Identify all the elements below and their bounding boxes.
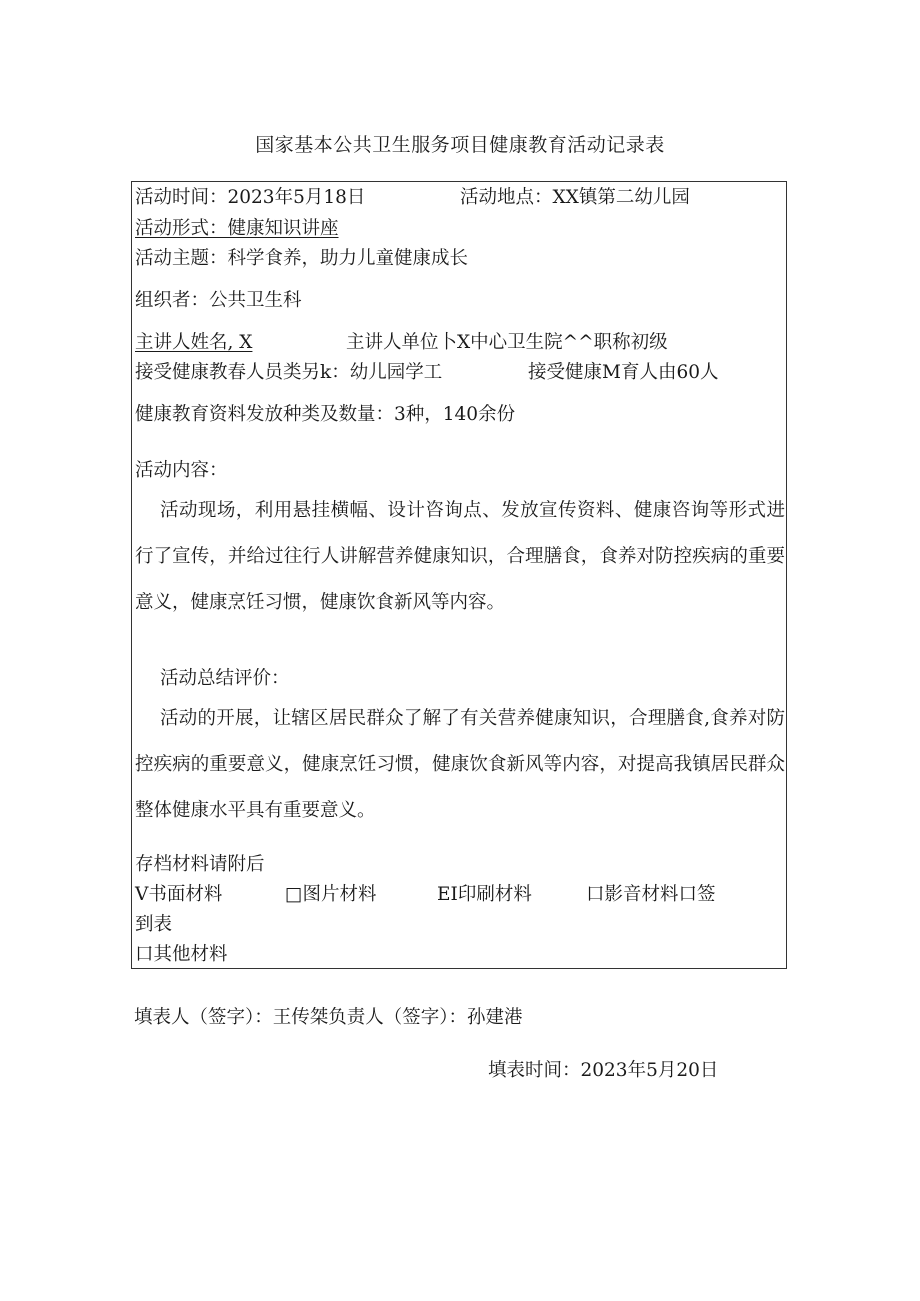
archive-option-av-sign: 口影音材料口签 (586, 884, 716, 905)
activity-theme: 活动主题：科学食养，助力儿童健康成长 (135, 248, 469, 269)
archive-option-print: EI印刷材料 (437, 884, 532, 905)
archive-option-sign-cont: 到表 (135, 914, 173, 935)
signers-line: 填表人（签字）：王传桀负责人（签字）：孙建港 (134, 1007, 523, 1028)
archive-option-other: 口其他材料 (135, 944, 228, 965)
activity-organizer: 组织者：公共卫生科 (135, 290, 302, 311)
archive-label: 存档材料请附后 (135, 854, 265, 875)
archive-option-photo: □图片材料 (285, 884, 377, 905)
speaker-unit-title: 主讲人单位卜X中心卫生院^^职称初级 (346, 332, 668, 353)
audience-count: 接受健康M育人由60人 (528, 362, 719, 383)
summary-text: 活动的开展，让辖区居民群众了解了有关营养健康知识，合理膳食,食养对防控疾病的重要意义，健康烹饪习惯，健康饮食新风等内容，对提高我镇居民群众整体健康水平具有重要意义。 (135, 708, 785, 821)
speaker-name: 主讲人姓名, X (135, 332, 253, 353)
materials-count: 健康教育资料发放种类及数量：3种，140余份 (135, 404, 516, 425)
audience-type: 接受健康教春人员类另k：幼儿园学工 (135, 362, 443, 383)
activity-location: 活动地点：XX镇第二幼儿园 (460, 187, 690, 208)
activity-format: 活动形式：健康知识讲座 (135, 218, 339, 239)
summary-label: 活动总结评价： (160, 668, 290, 689)
activity-time: 活动时间：2023年5月18日 (135, 187, 366, 208)
archive-option-written: V书面材料 (135, 884, 223, 905)
record-table (131, 181, 787, 969)
page-title: 国家基本公共卫生服务项目健康教育活动记录表 (255, 134, 665, 156)
content-text: 活动现场，利用悬挂横幅、设计咨询点、发放宣传资料、健康咨询等形式进行了宣传，并给过往行人讲解营养健康知识，合理膳食，食养对防控疾病的重要意义，健康烹饪习惯，健康饮食新风等内容。 (135, 500, 785, 613)
fill-date: 填表时间：2023年5月20日 (488, 1060, 719, 1081)
content-label: 活动内容： (135, 460, 228, 481)
